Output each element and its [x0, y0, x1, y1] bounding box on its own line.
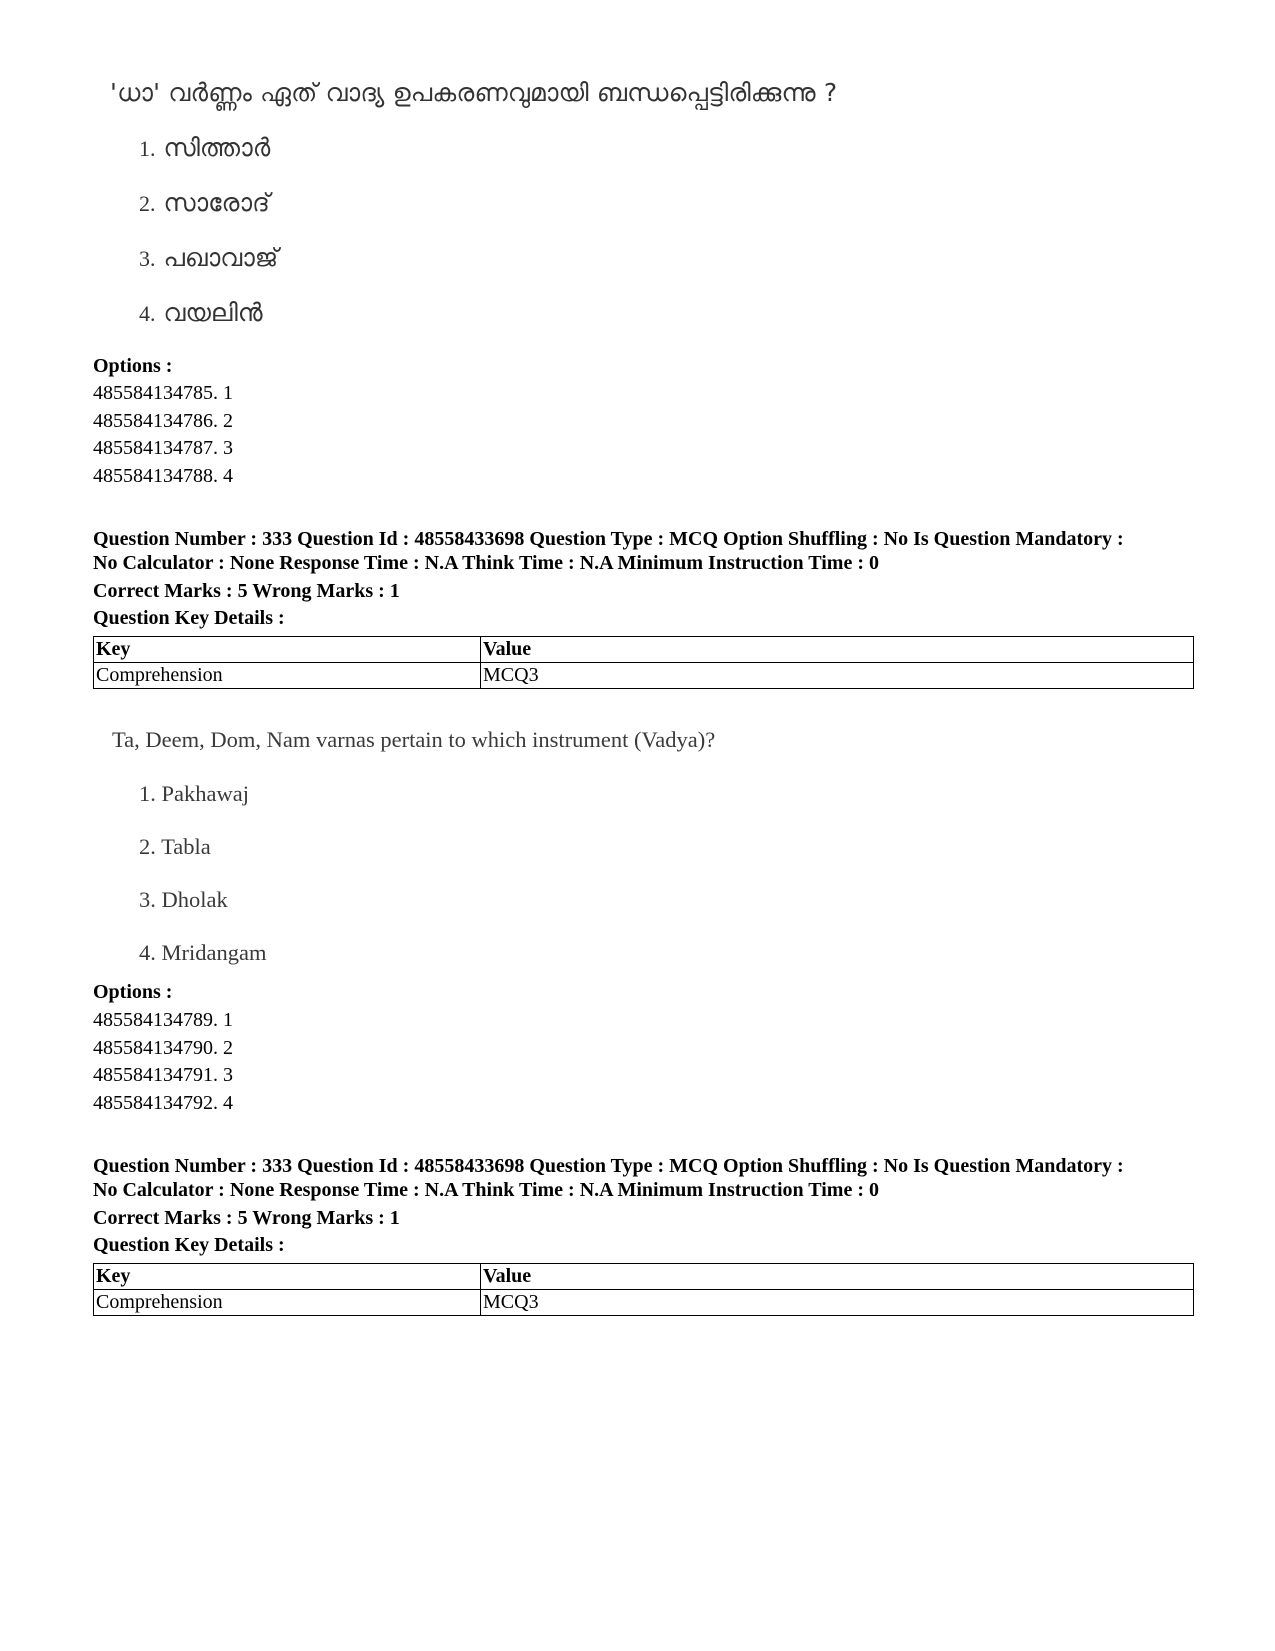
choice-number: 4.: [139, 301, 156, 326]
table-cell-value: MCQ3: [481, 1290, 1194, 1316]
option-id-line: 485584134787. 3: [93, 437, 233, 459]
option-id-line: 485584134792. 4: [93, 1092, 233, 1114]
option-id-line: 485584134786. 2: [93, 410, 233, 432]
choice-text: സാരോദ്: [163, 188, 270, 217]
marks-line: Correct Marks : 5 Wrong Marks : 1: [93, 1207, 400, 1229]
table-header-row: [94, 1264, 1194, 1290]
question-text: Ta, Deem, Dom, Nam varnas pertain to which instrument (Vadya)?: [112, 727, 716, 752]
question-key-table: [93, 1263, 1194, 1316]
question-text: 'ധാ' വർണ്ണം ഏത് വാദ്യ ഉപകരണവുമായി ബന്ധപ്പെട്ടിരിക്കുന്നു ?: [110, 78, 838, 107]
question-meta-line-2: No Calculator : None Response Time : N.A Think Time : N.A Minimum Instruction Time : 0: [93, 1179, 879, 1201]
choice-number: 3.: [139, 887, 156, 912]
choice-text: Mridangam: [161, 940, 267, 965]
question-meta: [93, 1154, 1193, 1202]
question-meta-line-1: Question Number : 333 Question Id : 48558433698 Question Type : MCQ Option Shuffling : No Is Question Mandatory :: [93, 528, 1124, 550]
question-key-table: [93, 636, 1194, 689]
table-cell-key: Comprehension: [94, 1290, 481, 1316]
choice-number: 1.: [139, 781, 156, 806]
table-cell-key: Comprehension: [94, 663, 481, 689]
question-meta: [93, 527, 1193, 575]
choice-text: Tabla: [161, 834, 211, 859]
choice-number: 4.: [139, 940, 156, 965]
choice-text: വയലിൻ: [163, 298, 263, 327]
choice-text: Dholak: [161, 887, 228, 912]
marks-line: Correct Marks : 5 Wrong Marks : 1: [93, 580, 400, 602]
option-id-line: 485584134788. 4: [93, 465, 233, 487]
choice-4: [139, 940, 266, 966]
option-id-line: 485584134789. 1: [93, 1009, 233, 1031]
table-cell-value: MCQ3: [481, 663, 1194, 689]
options-label: Options :: [93, 355, 173, 377]
table-header-key: Key: [94, 637, 481, 663]
choice-number: 2.: [139, 191, 156, 216]
choice-2: [139, 188, 270, 218]
choice-1: [139, 781, 249, 807]
table-row: [94, 663, 1194, 689]
choice-text: സിത്താർ: [163, 133, 271, 162]
question-meta-line-1: Question Number : 333 Question Id : 48558433698 Question Type : MCQ Option Shuffling : No Is Question Mandatory :: [93, 1155, 1124, 1177]
choice-text: പഖാവാജ്: [163, 243, 279, 272]
key-details-label: Question Key Details :: [93, 1234, 285, 1256]
choice-1: [139, 133, 270, 163]
table-row: [94, 1290, 1194, 1316]
table-header-value: Value: [481, 1264, 1194, 1290]
choice-number: 3.: [139, 246, 156, 271]
table-header-key: Key: [94, 1264, 481, 1290]
choice-3: [139, 887, 228, 913]
question-meta-line-2: No Calculator : None Response Time : N.A Think Time : N.A Minimum Instruction Time : 0: [93, 552, 879, 574]
choice-text: Pakhawaj: [161, 781, 249, 806]
choice-4: [139, 298, 263, 328]
table-header-value: Value: [481, 637, 1194, 663]
choice-number: 2.: [139, 834, 156, 859]
option-id-line: 485584134791. 3: [93, 1064, 233, 1086]
option-id-line: 485584134790. 2: [93, 1037, 233, 1059]
option-id-line: 485584134785. 1: [93, 382, 233, 404]
choice-3: [139, 243, 278, 273]
choice-2: [139, 834, 211, 860]
table-header-row: [94, 637, 1194, 663]
key-details-label: Question Key Details :: [93, 607, 285, 629]
choice-number: 1.: [139, 136, 156, 161]
options-label: Options :: [93, 981, 173, 1003]
